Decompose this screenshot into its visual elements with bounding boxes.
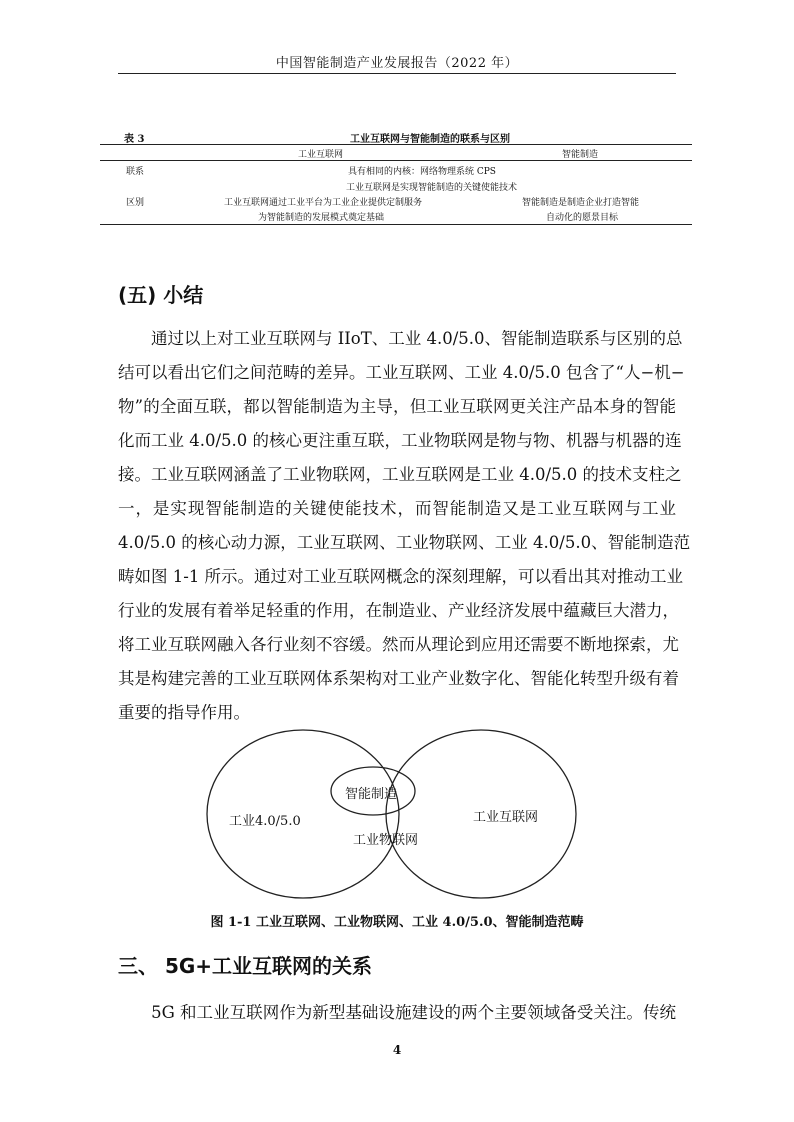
table-top-rule — [100, 144, 692, 145]
figure-caption: 图 1-1 工业互联网、工业物联网、工业 4.0/5.0、智能制造范畴 — [210, 915, 584, 930]
row-label-difference: 区别 — [126, 198, 145, 208]
summary-line: 4.0/5.0 的核心动力源，工业互联网、工业物联网、工业 4.0/5.0、智能制造范 — [118, 533, 691, 552]
next-paragraph — [118, 996, 676, 1030]
label-intelligent-manufacturing: 智能制造 — [345, 787, 398, 802]
relation-cell-line2: 工业互联网是实现智能制造的关键使能技术 — [346, 183, 518, 193]
section-heading-summary: (五) 小结 — [118, 283, 204, 307]
difference-im-line1: 智能制造是制造企业打造智能 — [522, 198, 640, 208]
label-industrial-internet: 工业互联网 — [473, 810, 539, 825]
paragraph-line: 5G 和工业互联网作为新型基础设施建设的两个主要领域备受关注。传统 — [118, 1003, 676, 1022]
summary-line: 物”的全面互联，都以智能制造为主导，但工业互联网更关注产品本身的智能 — [118, 397, 676, 416]
difference-im-line2: 自动化的愿景目标 — [546, 213, 619, 223]
summary-line: 化而工业 4.0/5.0 的核心更注重互联，工业物联网是物与物、机器与机器的连 — [118, 431, 682, 450]
header-rule — [118, 73, 676, 74]
page-number: 4 — [392, 1043, 402, 1057]
table-number: 表 3 — [124, 134, 145, 145]
difference-iiot-line1: 工业互联网通过工业平台为工业企业提供定制服务 — [224, 198, 423, 208]
difference-iiot-line2: 为智能制造的发展模式奠定基础 — [258, 213, 385, 223]
summary-line: 一，是实现智能制造的关键使能技术，而智能制造又是工业互联网与工业 — [118, 499, 676, 518]
row-label-relation: 联系 — [126, 167, 145, 177]
summary-line: 其是构建完善的工业互联网体系架构对工业产业数字化、智能化转型升级有着 — [118, 669, 679, 688]
column-header-im: 智能制造 — [562, 150, 599, 160]
summary-line: 重要的指导作用。 — [118, 703, 250, 722]
summary-line: 行业的发展有着举足轻重的作用，在制造业、产业经济发展中蕴藏巨大潜力， — [118, 601, 679, 620]
summary-line: 结可以看出它们之间范畴的差异。工业互联网、工业 4.0/5.0 包含了“人−机− — [118, 363, 685, 382]
relation-table — [100, 144, 692, 225]
relation-cell-line1: 具有相同的内核：网络物理系统 CPS — [348, 167, 496, 177]
table-bottom-rule — [100, 224, 692, 225]
label-iiot: 工业物联网 — [353, 833, 419, 848]
venn-diagram — [205, 728, 580, 903]
column-header-iiot: 工业互联网 — [298, 150, 344, 160]
label-industry-4-5: 工业4.0/5.0 — [229, 814, 301, 829]
summary-line: 通过以上对工业互联网与 IIoT、工业 4.0/5.0、智能制造联系与区别的总 — [118, 329, 683, 348]
summary-paragraph — [118, 322, 691, 730]
summary-line: 畴如图 1-1 所示。通过对工业互联网概念的深刻理解，可以看出其对推动工业 — [118, 567, 684, 586]
table-title: 工业互联网与智能制造的联系与区别 — [350, 134, 510, 145]
chapter-heading: 三、 5G+工业互联网的关系 — [118, 954, 373, 978]
summary-line: 将工业互联网融入各行业刻不容缓。然而从理论到应用还需要不断地探索，尤 — [118, 635, 679, 654]
running-header: 中国智能制造产业发展报告（2022 年） — [275, 56, 519, 71]
summary-line: 接。工业互联网涵盖了工业物联网，工业互联网是工业 4.0/5.0 的技术支柱之 — [118, 465, 682, 484]
table-header-rule — [100, 160, 692, 161]
